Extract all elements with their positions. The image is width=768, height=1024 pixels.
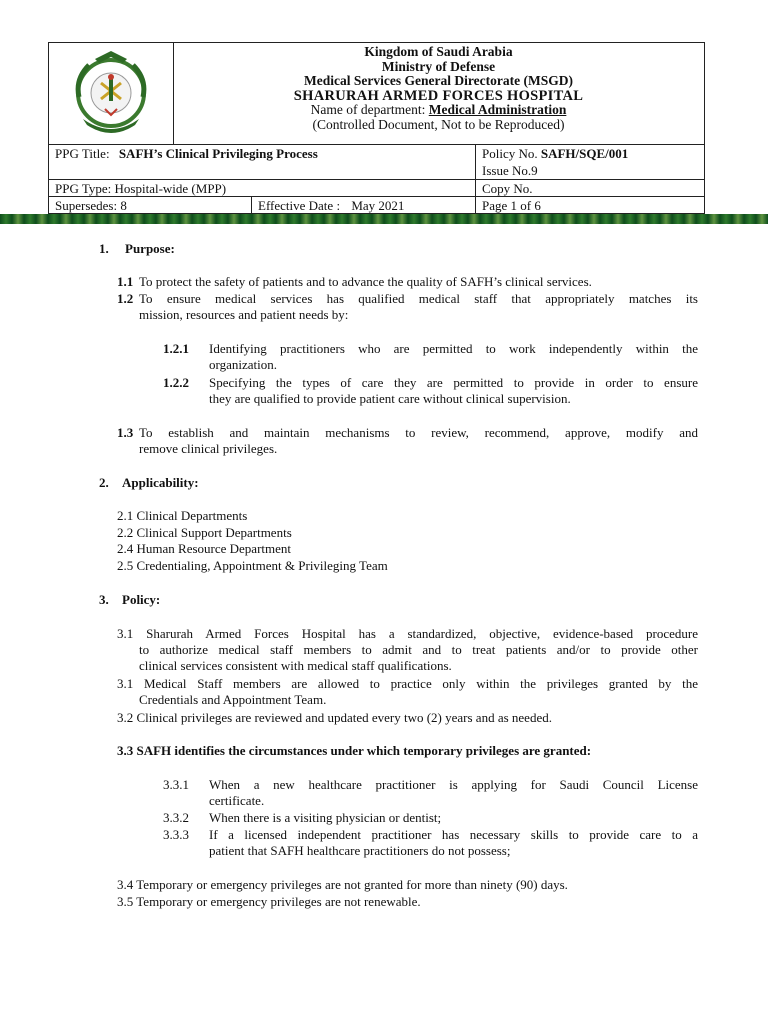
issue-no-cell: Issue No.9: [482, 163, 538, 178]
ppg-title-value: SAFH’s Clinical Privileging Process: [118, 146, 318, 161]
section-2-title: Applicability:: [122, 475, 199, 490]
effective-date-cell: [252, 197, 475, 214]
item-1-2-text-line1: To ensure medical services has qualified medical staff that appropriately matches its: [139, 291, 698, 306]
item-1-2-number: 1.2: [117, 291, 134, 306]
policy-no-value: SAFH/SQE/001: [540, 146, 629, 161]
header-title-block: [173, 43, 704, 146]
item-3-3-1-number: 3.3.1: [163, 777, 189, 792]
item-1-2-2-text-line2: they are qualified to provide patient care without clinical supervision.: [209, 391, 571, 406]
item-1-3-text-line1: To establish and maintain mechanisms to review, recommend, approve, modify and: [139, 425, 698, 440]
section-3-number: 3.: [99, 592, 109, 607]
policy-3-4: 3.4 Temporary or emergency privileges are not granted for more than ninety (90) days.: [117, 877, 568, 892]
ppg-title-cell: [49, 145, 475, 179]
header-hospital-name: SHARURAH ARMED FORCES HOSPITAL: [293, 87, 584, 104]
item-3-3-1-line1: When a new healthcare practitioner is applying for Saudi Council License: [209, 777, 698, 792]
ppg-type-cell: PPG Type: Hospital-wide (MPP): [55, 181, 227, 196]
section-3-title: Policy:: [122, 592, 161, 607]
header-controlled-notice: (Controlled Document, Not to be Reproduced): [312, 116, 565, 132]
item-3-3-2-text: When there is a visiting physician or dentist;: [209, 810, 442, 825]
msgd-logo: [49, 43, 173, 144]
item-3-3-3-line2: patient that SAFH healthcare practitioners do not possess;: [209, 843, 511, 858]
decorative-banner: [0, 214, 768, 224]
item-1-1-text: To protect the safety of patients and to advance the quality of SAFH’s clinical services.: [139, 274, 592, 289]
header-country: Kingdom of Saudi Arabia: [364, 44, 513, 59]
department-value: Medical Administration: [428, 102, 567, 117]
item-3-3-2-number: 3.3.2: [163, 810, 189, 825]
policy-3-1-line2: to authorize medical staff members to admit and to treat patients and/or to provide other: [139, 642, 698, 657]
policy-3-1b-line2: Credentials and Appointment Team.: [139, 692, 327, 707]
header-department: [173, 103, 704, 118]
policy-3-3-heading: 3.3 SAFH identifies the circumstances under which temporary privileges are granted:: [117, 743, 592, 758]
item-1-2-1-number: 1.2.1: [163, 341, 189, 356]
item-3-3-3-number: 3.3.3: [163, 827, 189, 842]
section-1-number: 1.: [99, 241, 109, 256]
item-1-2-1-text-line1: Identifying practitioners who are permitted to work independently within the: [209, 341, 698, 356]
department-label: Name of department:: [310, 102, 429, 117]
page-number-cell: Page 1 of 6: [482, 198, 541, 213]
item-3-3-3-line1: If a licensed independent practitioner has necessary skills to provide care to a: [209, 827, 698, 842]
item-1-1-number: 1.1: [117, 274, 134, 289]
policy-no-label: Policy No.: [482, 146, 538, 161]
item-1-2-text-line2: mission, resources and patient needs by:: [139, 307, 349, 322]
policy-3-5: 3.5 Temporary or emergency privileges are not renewable.: [117, 894, 421, 909]
supersedes-cell: Supersedes: 8: [55, 198, 127, 213]
policy-3-1-line3: clinical services consistent with medical staff qualifications.: [139, 658, 452, 673]
applicability-item-2-5: 2.5 Credentialing, Appointment & Privileging Team: [117, 558, 388, 573]
item-3-3-1-line2: certificate.: [209, 793, 265, 808]
effective-date-value: May 2021: [351, 198, 405, 213]
header-directorate: Medical Services General Directorate (MSGD): [304, 73, 573, 88]
applicability-item-2-2: 2.2 Clinical Support Departments: [117, 525, 292, 540]
copy-no-cell: Copy No.: [482, 181, 533, 196]
item-1-2-1-text-line2: organization.: [209, 357, 277, 372]
header-ministry: Ministry of Defense: [381, 58, 496, 74]
policy-3-1-line1: 3.1 Sharurah Armed Forces Hospital has a standardized, objective, evidence-based procedure: [117, 626, 698, 641]
msgd-emblem-icon: [65, 49, 157, 139]
applicability-item-2-4: 2.4 Human Resource Department: [117, 541, 292, 556]
item-1-2-2-text-line1: Specifying the types of care they are permitted to provide in order to ensure: [209, 375, 698, 390]
section-2-number: 2.: [99, 475, 109, 490]
applicability-item-2-1: 2.1 Clinical Departments: [117, 508, 248, 523]
section-1-title: Purpose:: [125, 241, 175, 256]
policy-3-2: 3.2 Clinical privileges are reviewed and updated every two (2) years and as needed.: [117, 710, 552, 725]
effective-date-label: Effective Date :: [258, 198, 341, 213]
ppg-title-label: PPG Title:: [55, 146, 110, 161]
policy-no-cell: [476, 145, 704, 162]
item-1-3-number: 1.3: [117, 425, 134, 440]
document-header-table: [48, 42, 705, 214]
item-1-2-2-number: 1.2.2: [163, 375, 189, 390]
policy-3-1b-line1: 3.1 Medical Staff members are allowed to practice only within the privileges granted by the: [117, 676, 698, 691]
item-1-3-text-line2: remove clinical privileges.: [139, 441, 278, 456]
